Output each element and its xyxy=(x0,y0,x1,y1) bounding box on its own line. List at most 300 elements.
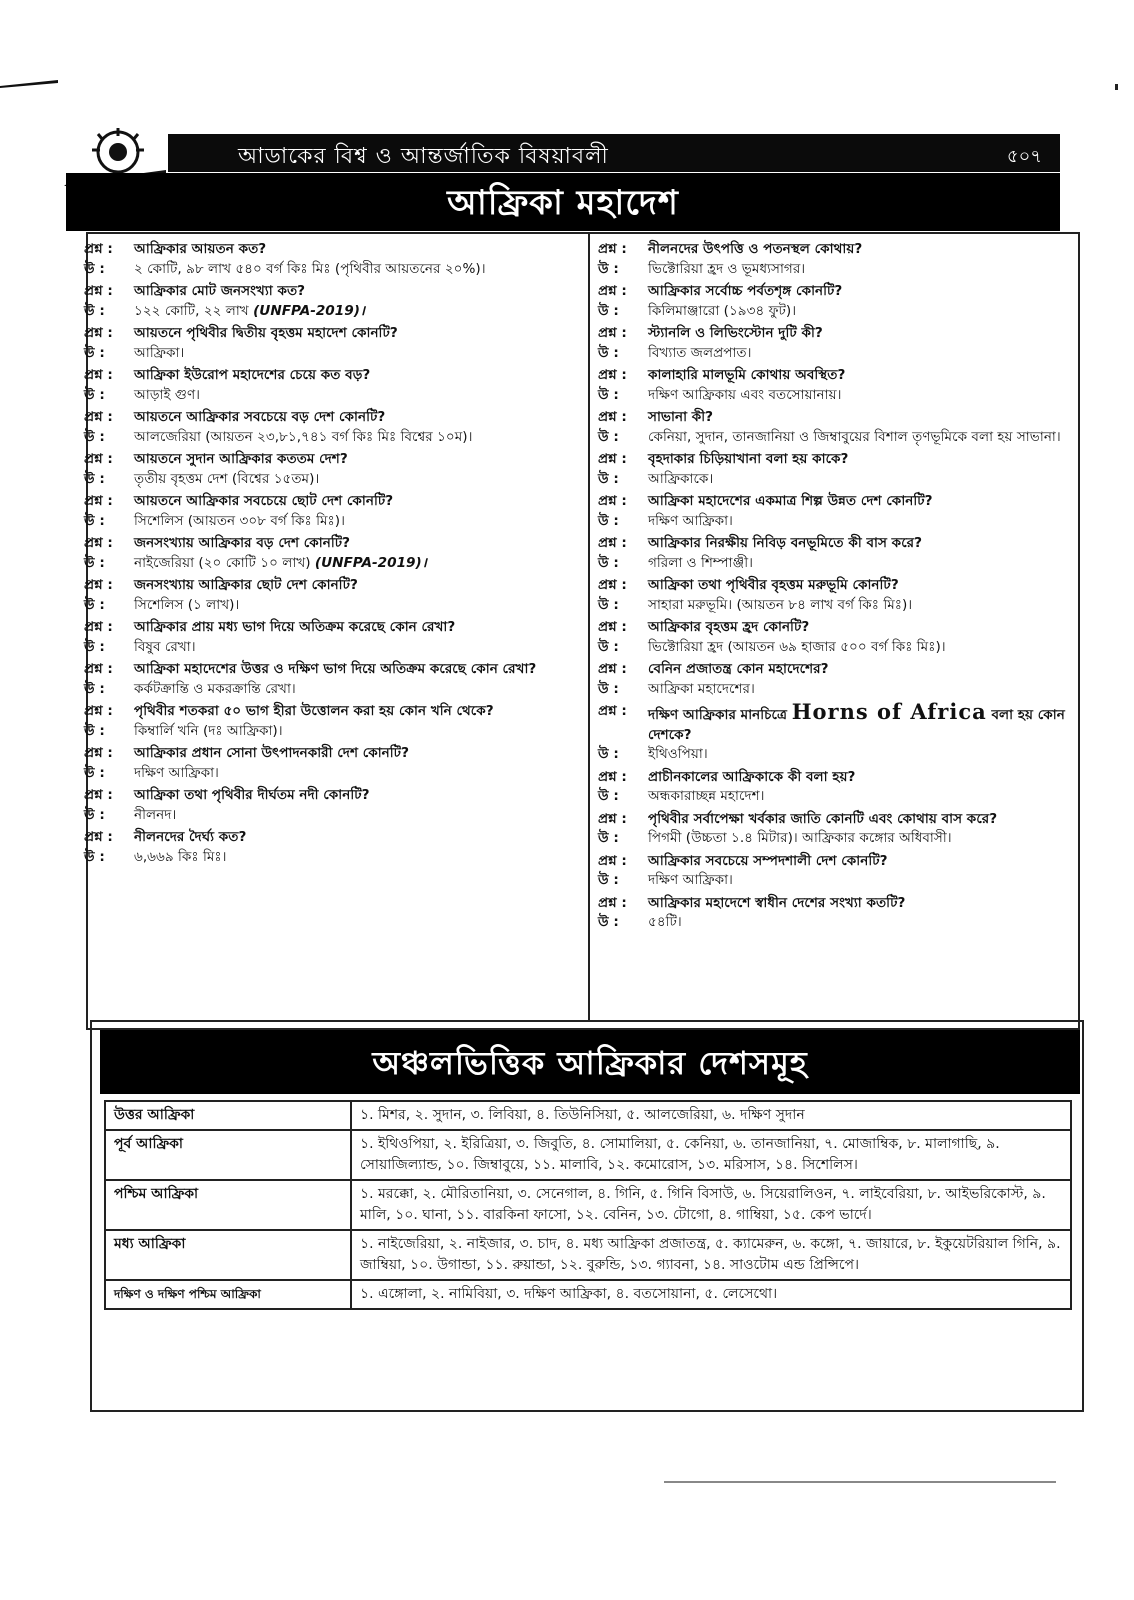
question-text-main: পৃথিবীর সর্বাপেক্ষা খর্বকার জাতি কোনটি এবং কোথায় বাস করে? xyxy=(648,810,998,827)
answer-text xyxy=(648,260,1072,280)
answer-text-main: দক্ষিণ আফ্রিকা। xyxy=(648,512,733,529)
qa-item xyxy=(84,702,578,741)
scan-mark xyxy=(0,78,60,88)
question-label: প্রশ্ন : xyxy=(598,409,627,425)
qa-item xyxy=(84,282,578,321)
answer-line xyxy=(84,806,578,826)
question-label: প্রশ্ন : xyxy=(84,325,113,341)
region-name: পূর্ব আফ্রিকা xyxy=(105,1130,351,1180)
question-label: প্রশ্ন : xyxy=(84,283,113,299)
answer-line xyxy=(84,344,578,364)
question-text xyxy=(648,282,1072,302)
answer-text-main: অন্ধকারাচ্ছন্ন মহাদেশ। xyxy=(648,788,765,804)
qa-item xyxy=(84,828,578,867)
question-text-main: আফ্রিকার প্রায় মধ্য ভাগ দিয়ে অতিক্রম করেছে কোন রেখা? xyxy=(134,619,456,635)
answer-label: উ : xyxy=(598,386,619,403)
answer-text xyxy=(134,470,578,490)
question-text xyxy=(134,324,578,344)
question-line xyxy=(598,894,1072,914)
answer-line xyxy=(598,680,1072,700)
question-line xyxy=(84,450,578,470)
question-label: প্রশ্ন : xyxy=(598,535,627,551)
question-text xyxy=(648,618,1072,638)
answer-text-main: আফ্রিকা। xyxy=(134,344,185,361)
question-label: প্রশ্ন : xyxy=(598,661,627,677)
question-text xyxy=(134,240,578,260)
answer-label: উ : xyxy=(598,680,619,697)
qa-column-right xyxy=(598,240,1072,936)
question-text-main: সাভানা কী? xyxy=(648,409,714,425)
answer-label: উ : xyxy=(84,428,105,445)
qa-item xyxy=(84,492,578,531)
question-line xyxy=(84,324,578,344)
question-label: প্রশ্ন : xyxy=(84,787,113,803)
question-line xyxy=(598,699,1072,745)
answer-line xyxy=(598,428,1072,448)
column-divider xyxy=(588,232,590,1022)
answer-text xyxy=(648,554,1072,574)
answer-line xyxy=(598,745,1072,765)
answer-label: উ : xyxy=(598,914,619,930)
answer-text-main: দক্ষিণ আফ্রিকা। xyxy=(134,764,219,781)
question-line xyxy=(84,408,578,428)
answer-label: উ : xyxy=(598,260,619,277)
question-text xyxy=(134,366,578,386)
qa-item xyxy=(598,576,1072,615)
question-line xyxy=(84,366,578,386)
question-text xyxy=(648,699,1072,745)
answer-source: (UNFPA-2019)। xyxy=(314,554,427,571)
answer-label: উ : xyxy=(84,596,105,613)
question-text-main: আফ্রিকা মহাদেশের উত্তর ও দক্ষিণ ভাগ দিয়ে অতিক্রম করেছে কোন রেখা? xyxy=(134,661,537,677)
qa-item xyxy=(84,618,578,657)
section-title-banner xyxy=(66,173,1060,231)
answer-text xyxy=(134,302,578,322)
qa-item xyxy=(598,450,1072,489)
question-text-main: নীলনদের দৈর্ঘ্য কত? xyxy=(134,829,247,845)
answer-line xyxy=(598,302,1072,322)
question-line xyxy=(84,534,578,554)
question-label: প্রশ্ন : xyxy=(84,745,113,761)
question-text xyxy=(648,240,1072,260)
answer-text-main: সিশেলিস (আয়তন ৩০৮ বর্গ কিঃ মিঃ)। xyxy=(134,512,345,529)
answer-text-main: নাইজেরিয়া (২০ কোটি ১০ লাখ) xyxy=(134,554,311,571)
qa-item xyxy=(598,768,1072,807)
qa-column-left xyxy=(84,240,578,870)
question-line xyxy=(84,786,578,806)
question-label: প্রশ্ন : xyxy=(598,241,627,257)
answer-label: উ : xyxy=(84,386,105,403)
answer-text xyxy=(648,745,1072,765)
answer-text xyxy=(648,913,1072,933)
question-text xyxy=(134,660,578,680)
question-text-main: আয়তনে সুদান আফ্রিকার কততম দেশ? xyxy=(134,451,348,467)
question-label: প্রশ্ন : xyxy=(598,810,627,827)
answer-text-main: ইথিওপিয়া। xyxy=(648,746,708,762)
question-line xyxy=(84,576,578,596)
qa-item xyxy=(84,408,578,447)
answer-text-main: সাহারা মরুভূমি। (আয়তন ৮৪ লাখ বর্গ কিঃ মিঃ)। xyxy=(648,596,913,613)
answer-text-main: কিলিমাঞ্জারো (১৯৩৪ ফুট)। xyxy=(648,302,797,319)
footer-rule xyxy=(664,1481,1056,1483)
question-line xyxy=(84,828,578,848)
question-label: প্রশ্ন : xyxy=(84,535,113,551)
answer-label: উ : xyxy=(598,554,619,571)
regions-title: অঞ্চলভিত্তিক আফ্রিকার দেশসমূহ xyxy=(372,1044,808,1082)
question-line xyxy=(598,660,1072,680)
answer-text-main: সিশেলিস (১ লাখ)। xyxy=(134,596,240,613)
question-text-main: আফ্রিকার মহাদেশে স্বাধীন দেশের সংখ্যা কতটি? xyxy=(648,894,906,911)
answer-text xyxy=(134,848,578,868)
question-line xyxy=(598,324,1072,344)
answer-label: উ : xyxy=(84,344,105,361)
question-line xyxy=(598,576,1072,596)
qa-item xyxy=(84,324,578,363)
answer-line xyxy=(84,680,578,700)
answer-line xyxy=(598,829,1072,849)
answer-label: উ : xyxy=(84,722,105,739)
answer-label: উ : xyxy=(598,596,619,613)
question-text-main: দক্ষিণ আফ্রিকার মানচিত্রে xyxy=(648,707,787,723)
answer-line xyxy=(84,554,578,574)
question-text-main: আফ্রিকার সবচেয়ে সম্পদশালী দেশ কোনটি? xyxy=(648,852,888,869)
question-text xyxy=(648,768,1072,788)
qa-item xyxy=(598,618,1072,657)
answer-line xyxy=(84,596,578,616)
question-label: প্রশ্ন : xyxy=(598,703,627,719)
question-text xyxy=(134,534,578,554)
answer-label: উ : xyxy=(84,554,105,571)
answer-line xyxy=(84,638,578,658)
answer-text-main: গরিলা ও শিম্পাঞ্জী। xyxy=(648,554,753,571)
qa-item xyxy=(84,576,578,615)
qa-item xyxy=(598,810,1072,849)
question-text-main: আফ্রিকা তথা পৃথিবীর বৃহত্তম মরুভূমি কোনটি? xyxy=(648,577,899,593)
answer-line xyxy=(598,260,1072,280)
answer-text xyxy=(134,806,578,826)
answer-line xyxy=(84,848,578,868)
region-name: উত্তর আফ্রিকা xyxy=(105,1101,351,1130)
answer-text-main: ভিক্টোরিয়া হ্রদ ও ভূমধ্যসাগর। xyxy=(648,260,806,277)
answer-line xyxy=(84,722,578,742)
qa-item xyxy=(598,699,1072,765)
question-text xyxy=(134,828,578,848)
answer-text xyxy=(648,428,1072,448)
table-row xyxy=(105,1280,1071,1309)
answer-label: উ : xyxy=(84,512,105,529)
answer-line xyxy=(84,764,578,784)
qa-item xyxy=(598,660,1072,699)
question-label: প্রশ্ন : xyxy=(598,283,627,299)
question-text-main: বেনিন প্রজাতন্ত্র কোন মহাদেশের? xyxy=(648,661,829,677)
answer-label: উ : xyxy=(598,746,619,762)
answer-line xyxy=(84,302,578,322)
answer-text xyxy=(648,829,1072,849)
question-text-main: বৃহদাকার চিড়িয়াখানা বলা হয় কাকে? xyxy=(648,451,849,467)
question-text-main: নীলনদের উৎপত্তি ও পতনস্থল কোথায়? xyxy=(648,241,863,257)
answer-text xyxy=(134,554,578,574)
question-label: প্রশ্ন : xyxy=(84,703,113,719)
question-text xyxy=(134,492,578,512)
answer-text xyxy=(134,512,578,532)
question-label: প্রশ্ন : xyxy=(598,577,627,593)
answer-text-main: ৬,৬৬৯ কিঃ মিঃ। xyxy=(134,848,227,865)
qa-item xyxy=(598,282,1072,321)
answer-line xyxy=(84,470,578,490)
answer-source: (UNFPA-2019)। xyxy=(253,302,366,319)
question-text-main: আফ্রিকা তথা পৃথিবীর দীর্ঘতম নদী কোনটি? xyxy=(134,787,370,803)
qa-item xyxy=(84,660,578,699)
region-countries: ১. মরক্কো, ২. মৌরিতানিয়া, ৩. সেনেগাল, ৪. গিনি, ৫. গিনি বিসাউ, ৬. সিয়েরালিওন, ৭. লাইবেরিয়া, ৮. আইভরিকোস্ট, ৯. মালি, ১০. ঘানা, ১১. বারকিনা ফাসো, ১২. বেনিন, ১৩. টোগো, ৪. গাম্বিয়া, ১৫. কেপ ভার্দে। xyxy=(351,1180,1071,1230)
answer-line xyxy=(598,596,1072,616)
answer-text-main: আফ্রিকাকে। xyxy=(648,470,714,487)
answer-text-main: দক্ষিণ আফ্রিকা। xyxy=(648,872,733,888)
question-label: প্রশ্ন : xyxy=(598,852,627,869)
answer-text-main: কর্কটক্রান্তি ও মকরক্রান্তি রেখা। xyxy=(134,680,296,697)
question-label: প্রশ্ন : xyxy=(84,661,113,677)
question-label: প্রশ্ন : xyxy=(598,451,627,467)
answer-line xyxy=(598,386,1072,406)
answer-line xyxy=(84,260,578,280)
question-text-main: প্রাচীনকালের আফ্রিকাকে কী বলা হয়? xyxy=(648,768,856,785)
question-line xyxy=(598,852,1072,872)
question-text xyxy=(134,282,578,302)
question-text xyxy=(134,450,578,470)
answer-line xyxy=(84,512,578,532)
answer-line xyxy=(84,428,578,448)
question-text-main: আফ্রিকার আয়তন কত? xyxy=(134,241,267,257)
question-text xyxy=(648,366,1072,386)
question-label: প্রশ্ন : xyxy=(84,409,113,425)
question-line xyxy=(84,240,578,260)
answer-label: উ : xyxy=(84,302,105,319)
answer-text xyxy=(134,344,578,364)
answer-text xyxy=(648,638,1072,658)
answer-line xyxy=(598,638,1072,658)
regions-table xyxy=(104,1100,1072,1310)
question-text xyxy=(648,660,1072,680)
question-text-main: আফ্রিকার বৃহত্তম হ্রদ কোনটি? xyxy=(648,619,810,635)
answer-label: উ : xyxy=(598,302,619,319)
question-label: প্রশ্ন : xyxy=(598,768,627,785)
question-line xyxy=(84,492,578,512)
question-text xyxy=(648,492,1072,512)
question-text-main: আফ্রিকার মোট জনসংখ্যা কত? xyxy=(134,283,306,299)
answer-text xyxy=(648,386,1072,406)
answer-line xyxy=(598,470,1072,490)
answer-text-main: ২ কোটি, ৯৮ লাখ ৫৪০ বর্গ কিঃ মিঃ (পৃথিবীর আয়তনের ২০%)। xyxy=(134,260,486,277)
table-row xyxy=(105,1101,1071,1130)
question-label: প্রশ্ন : xyxy=(598,619,627,635)
answer-text xyxy=(648,680,1072,700)
region-name: দক্ষিণ ও দক্ষিণ পশ্চিম আফ্রিকা xyxy=(105,1280,351,1309)
question-line xyxy=(598,768,1072,788)
answer-label: উ : xyxy=(84,806,105,823)
answer-text-main: বিখ্যাত জলপ্রপাত। xyxy=(648,344,752,361)
question-text xyxy=(134,702,578,722)
answer-text-main: কিম্বার্লি খনি (দঃ আফ্রিকা)। xyxy=(134,722,283,739)
region-countries: ১. নাইজেরিয়া, ২. নাইজার, ৩. চাদ, ৪. মধ্য আফ্রিকা প্রজাতন্ত্র, ৫. ক্যামেরুন, ৬. কঙ্গো, ৭. জায়ারে, ৮. ইকুয়েটরিয়াল গিনি, ৯. জাম্বিয়া, ১০. উগান্ডা, ১১. রুয়ান্ডা, ১২. বুরুন্ডি, ১৩. গ্যাবনা, ১৪. সাওটোম এন্ড প্রিন্সিপে। xyxy=(351,1230,1071,1280)
answer-text-main: কেনিয়া, সুদান, তানজানিয়া ও জিম্বাবুয়ের বিশাল তৃণভূমিকে বলা হয় সাভানা। xyxy=(648,428,1061,445)
answer-text-main: ১২২ কোটি, ২২ লাখ xyxy=(134,302,249,319)
question-text xyxy=(648,810,1072,830)
question-line xyxy=(598,450,1072,470)
answer-text xyxy=(648,470,1072,490)
question-text-main: আয়তনে পৃথিবীর দ্বিতীয় বৃহত্তম মহাদেশ কোনটি? xyxy=(134,325,398,341)
page-header xyxy=(168,134,1060,172)
answer-text-main: পিগমী (উচ্চতা ১.৪ মিটার)। আফ্রিকার কঙ্গোর অধিবাসী। xyxy=(648,830,952,846)
answer-text-main: ৫৪টি। xyxy=(648,914,682,930)
answer-text xyxy=(648,596,1072,616)
question-text-main: জনসংখ্যায় আফ্রিকার বড় দেশ কোনটি? xyxy=(134,535,351,551)
question-line xyxy=(598,810,1072,830)
answer-text-main: বিষুব রেখা। xyxy=(134,638,196,655)
region-countries: ১. এঙ্গোলা, ২. নামিবিয়া, ৩. দক্ষিণ আফ্রিকা, ৪. বতসোয়ানা, ৫. লেসেথো। xyxy=(351,1280,1071,1309)
region-name: পশ্চিম আফ্রিকা xyxy=(105,1180,351,1230)
question-line xyxy=(598,408,1072,428)
question-label: প্রশ্ন : xyxy=(84,829,113,845)
answer-text-main: আলজেরিয়া (আয়তন ২৩,৮১,৭৪১ বর্গ কিঃ মিঃ বিশ্বের ১০ম)। xyxy=(134,428,473,445)
question-label: প্রশ্ন : xyxy=(84,451,113,467)
answer-line xyxy=(84,386,578,406)
question-text xyxy=(134,576,578,596)
question-label: প্রশ্ন : xyxy=(598,493,627,509)
regions-title-banner xyxy=(100,1030,1080,1094)
question-line xyxy=(84,744,578,764)
answer-label: উ : xyxy=(598,512,619,529)
question-text-main: কালাহারি মালভূমি কোথায় অবস্থিত? xyxy=(648,367,846,383)
question-text xyxy=(648,852,1072,872)
question-line xyxy=(598,366,1072,386)
answer-label: উ : xyxy=(84,470,105,487)
answer-text-main: আফ্রিকা মহাদেশের। xyxy=(648,680,755,697)
qa-item xyxy=(598,492,1072,531)
answer-label: উ : xyxy=(598,344,619,361)
answer-label: উ : xyxy=(84,260,105,277)
qa-item xyxy=(598,852,1072,891)
book-title: আডাকের বিশ্ব ও আন্তর্জাতিক বিষয়াবলী xyxy=(238,144,609,169)
qa-item xyxy=(84,240,578,279)
question-line xyxy=(598,618,1072,638)
question-line xyxy=(598,282,1072,302)
answer-line xyxy=(598,512,1072,532)
question-text-main: পৃথিবীর শতকরা ৫০ ভাগ হীরা উত্তোলন করা হয় কোন খনি থেকে? xyxy=(134,703,494,719)
section-title: আফ্রিকা মহাদেশ xyxy=(447,183,679,223)
region-countries: ১. মিশর, ২. সুদান, ৩. লিবিয়া, ৪. তিউনিসিয়া, ৫. আলজেরিয়া, ৬. দক্ষিণ সুদান xyxy=(351,1101,1071,1130)
qa-item xyxy=(598,894,1072,933)
answer-line xyxy=(598,871,1072,891)
answer-text-main: ভিক্টোরিয়া হ্রদ (আয়তন ৬৯ হাজার ৫০০ বর্গ কিঃ মিঃ)। xyxy=(648,638,946,655)
answer-text xyxy=(134,428,578,448)
answer-text-main: নীলনদ। xyxy=(134,806,177,823)
answer-label: উ : xyxy=(84,680,105,697)
answer-label: উ : xyxy=(84,848,105,865)
answer-label: উ : xyxy=(598,830,619,846)
qa-item xyxy=(598,240,1072,279)
question-text xyxy=(134,618,578,638)
answer-text-main: দক্ষিণ আফ্রিকায় এবং বতসোয়ানায়। xyxy=(648,386,842,403)
question-text-main: আফ্রিকার সর্বোচ্চ পর্বতশৃঙ্গ কোনটি? xyxy=(648,283,843,299)
answer-text xyxy=(134,722,578,742)
region-countries: ১. ইথিওপিয়া, ২. ইরিত্রিয়া, ৩. জিবুতি, ৪. সোমালিয়া, ৫. কেনিয়া, ৬. তানজানিয়া, ৭. মোজাম্বিক, ৮. মালাগাছি, ৯. সোয়াজিল্যান্ড, ১০. জিম্বাবুয়ে, ১১. মালাবি, ১২. কমোরোস, ১৩. মরিসাস, ১৪. সিশেলিস। xyxy=(351,1130,1071,1180)
answer-text-main: আড়াই গুণ। xyxy=(134,386,201,403)
table-row xyxy=(105,1230,1071,1280)
question-text xyxy=(648,324,1072,344)
question-label: প্রশ্ন : xyxy=(598,367,627,383)
question-text xyxy=(134,744,578,764)
question-text-tail: বলা হয় কোন দেশকে? xyxy=(648,707,1065,743)
qa-item xyxy=(598,366,1072,405)
qa-item xyxy=(84,744,578,783)
answer-label: উ : xyxy=(598,872,619,888)
answer-text xyxy=(134,596,578,616)
answer-label: উ : xyxy=(84,638,105,655)
question-line xyxy=(84,702,578,722)
question-text-english: Horns of Africa xyxy=(791,699,987,724)
question-text-main: আফ্রিকা মহাদেশের একমাত্র শিল্প উন্নত দেশ কোনটি? xyxy=(648,493,933,509)
qa-item xyxy=(598,534,1072,573)
answer-text xyxy=(134,386,578,406)
answer-label: উ : xyxy=(598,470,619,487)
question-text xyxy=(648,534,1072,554)
answer-label: উ : xyxy=(598,428,619,445)
question-line xyxy=(598,534,1072,554)
qa-item xyxy=(84,534,578,573)
scan-speck xyxy=(1115,84,1118,90)
question-label: প্রশ্ন : xyxy=(84,577,113,593)
question-text-main: স্ট্যানলি ও লিভিংস্টোন দুটি কী? xyxy=(648,325,823,341)
table-row xyxy=(105,1180,1071,1230)
qa-item xyxy=(84,366,578,405)
page-number: ৫০৭ xyxy=(1006,146,1042,167)
answer-text xyxy=(134,638,578,658)
question-text-main: জনসংখ্যায় আফ্রিকার ছোট দেশ কোনটি? xyxy=(134,577,358,593)
question-text xyxy=(134,408,578,428)
answer-text xyxy=(648,344,1072,364)
answer-line xyxy=(598,554,1072,574)
question-text xyxy=(648,894,1072,914)
qa-item xyxy=(598,324,1072,363)
question-label: প্রশ্ন : xyxy=(84,367,113,383)
answer-text xyxy=(648,787,1072,807)
question-label: প্রশ্ন : xyxy=(598,894,627,911)
question-label: প্রশ্ন : xyxy=(598,325,627,341)
answer-text xyxy=(648,871,1072,891)
answer-line xyxy=(598,913,1072,933)
answer-text-main: তৃতীয় বৃহত্তম দেশ (বিশ্বের ১৫তম)। xyxy=(134,470,320,487)
question-line xyxy=(598,492,1072,512)
question-line xyxy=(84,660,578,680)
question-line xyxy=(84,282,578,302)
question-text xyxy=(648,576,1072,596)
answer-label: উ : xyxy=(84,764,105,781)
question-text xyxy=(648,408,1072,428)
qa-item xyxy=(84,450,578,489)
question-line xyxy=(84,618,578,638)
question-label: প্রশ্ন : xyxy=(84,619,113,635)
question-text xyxy=(648,450,1072,470)
answer-label: উ : xyxy=(598,788,619,804)
answer-line xyxy=(598,787,1072,807)
question-text-main: আফ্রিকার নিরক্ষীয় নিবিড় বনভূমিতে কী বাস করে? xyxy=(648,535,923,551)
question-text-main: আফ্রিকার প্রধান সোনা উৎপাদনকারী দেশ কোনটি? xyxy=(134,745,409,761)
answer-text xyxy=(134,260,578,280)
question-text-main: আফ্রিকা ইউরোপ মহাদেশের চেয়ে কত বড়? xyxy=(134,367,371,383)
question-text-main: আয়তনে আফ্রিকার সবচেয়ে ছোট দেশ কোনটি? xyxy=(134,493,394,509)
question-text-main: আয়তনে আফ্রিকার সবচেয়ে বড় দেশ কোনটি? xyxy=(134,409,386,425)
answer-label: উ : xyxy=(598,638,619,655)
answer-text xyxy=(134,680,578,700)
